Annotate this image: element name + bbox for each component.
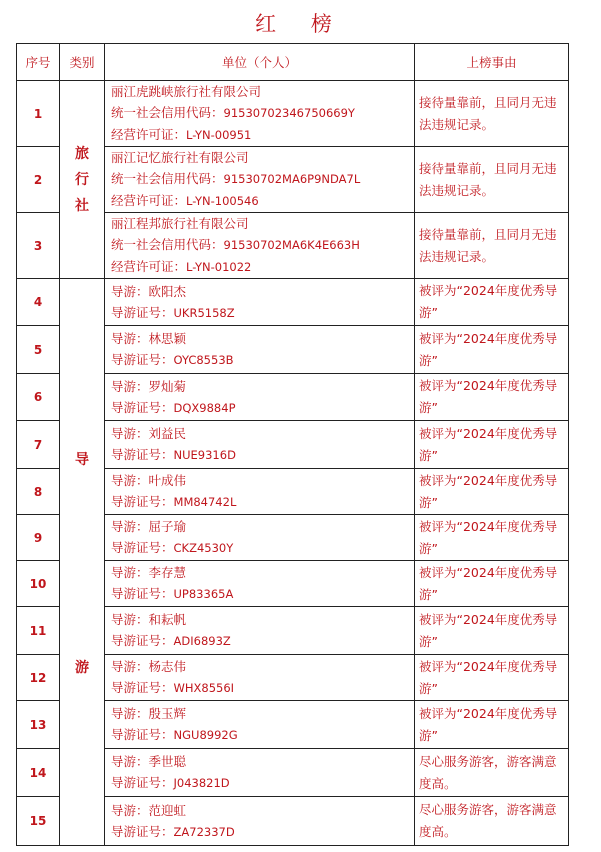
guide-name: 导游：杨志伟 — [111, 659, 187, 674]
guide-id-label: 导游证号： — [111, 823, 174, 839]
row-number: 15 — [17, 797, 60, 846]
guide-id: UKR5158Z — [173, 305, 235, 320]
license-label: 经营许可证： — [111, 259, 187, 274]
guide-id-label: 导游证号： — [111, 352, 174, 367]
credit-code: 91530702346750669Y — [223, 106, 355, 120]
guide-id: UP83365A — [173, 587, 234, 601]
guide-id-label: 导游证号： — [111, 304, 174, 320]
row-number: 6 — [17, 374, 60, 421]
guide-id: WHX8556I — [173, 681, 235, 695]
header-no: 序号 — [17, 44, 60, 81]
unit-cell — [105, 749, 415, 797]
row-number: 14 — [17, 749, 60, 797]
guide-id-label: 导游证号： — [111, 633, 174, 648]
unit-cell — [105, 279, 415, 326]
unit-cell — [105, 701, 415, 749]
guide-id: NGU8992G — [173, 728, 238, 742]
guide-id: DQX9884P — [173, 400, 236, 415]
reason-cell: 被评为“2024年度优秀导游” — [415, 655, 569, 701]
unit-cell — [105, 797, 415, 846]
guide-id-label: 导游证号： — [111, 775, 174, 790]
guide-name: 导游：罗灿菊 — [111, 378, 187, 394]
category-guide — [60, 279, 105, 846]
guide-id-label: 导游证号： — [111, 727, 174, 742]
category-char: 行 — [75, 171, 89, 188]
reason-cell: 被评为“2024年度优秀导游” — [415, 701, 569, 749]
guide-id-label: 导游证号： — [111, 399, 174, 415]
guide-id: NUE9316D — [173, 448, 236, 462]
guide-name: 导游：范迎虹 — [111, 802, 187, 818]
honor-table — [16, 43, 569, 846]
row-number: 2 — [17, 147, 60, 213]
table-row — [17, 81, 569, 147]
reason-cell: 被评为“2024年度优秀导游” — [415, 421, 569, 469]
category-agency — [60, 81, 105, 279]
license-code: L-YN-01022 — [186, 260, 252, 274]
license-code: L-YN-100546 — [186, 194, 259, 208]
row-number: 11 — [17, 607, 60, 655]
reason-cell: 被评为“2024年度优秀导游” — [415, 279, 569, 326]
category-char: 社 — [75, 197, 89, 214]
license-label: 经营许可证： — [111, 127, 187, 142]
unit-cell — [105, 81, 415, 147]
guide-id-label: 导游证号： — [111, 494, 174, 509]
row-number: 3 — [17, 213, 60, 279]
guide-name: 导游：欧阳杰 — [111, 283, 187, 299]
unit-cell — [105, 515, 415, 561]
reason-cell: 被评为“2024年度优秀导游” — [415, 374, 569, 421]
unit-cell — [105, 561, 415, 607]
unit-cell — [105, 147, 415, 213]
guide-id: MM84742L — [173, 495, 237, 509]
reason-cell: 接待量靠前，且同月无违法违规记录。 — [415, 81, 569, 147]
agency-name: 丽江虎跳峡旅行社有限公司 — [111, 84, 262, 99]
header-reason: 上榜事由 — [415, 44, 569, 81]
unit-cell — [105, 655, 415, 701]
unit-cell — [105, 326, 415, 374]
reason-cell: 尽心服务游客，游客满意度高。 — [415, 797, 569, 846]
unit-cell — [105, 421, 415, 469]
reason-cell: 被评为“2024年度优秀导游” — [415, 326, 569, 374]
category-char: 游 — [75, 660, 89, 676]
guide-name: 导游：季世聪 — [111, 754, 187, 769]
unit-cell — [105, 469, 415, 515]
guide-id-label: 导游证号： — [111, 540, 174, 555]
reason-cell: 被评为“2024年度优秀导游” — [415, 469, 569, 515]
row-number: 9 — [17, 515, 60, 561]
guide-name: 导游：林思颖 — [111, 331, 187, 346]
guide-id: ADI6893Z — [173, 634, 231, 648]
credit-label: 统一社会信用代码： — [111, 105, 224, 120]
unit-cell — [105, 607, 415, 655]
row-number: 1 — [17, 81, 60, 147]
credit-code: 91530702MA6K4E663H — [223, 238, 360, 252]
unit-cell — [105, 213, 415, 279]
row-number: 12 — [17, 655, 60, 701]
guide-name: 导游：李存慧 — [111, 565, 187, 580]
guide-name: 导游：殷玉辉 — [111, 706, 187, 721]
guide-name: 导游：刘益民 — [111, 426, 187, 441]
row-number: 8 — [17, 469, 60, 515]
row-number: 7 — [17, 421, 60, 469]
guide-name: 导游：叶成伟 — [111, 473, 187, 488]
reason-cell: 接待量靠前，且同月无违法违规记录。 — [415, 213, 569, 279]
license-label: 经营许可证： — [111, 193, 187, 208]
license-code: L-YN-00951 — [186, 128, 252, 142]
guide-id-label: 导游证号： — [111, 680, 174, 695]
guide-id: J043821D — [173, 776, 230, 790]
row-number: 4 — [17, 279, 60, 326]
reason-cell: 尽心服务游客，游客满意度高。 — [415, 749, 569, 797]
reason-cell: 被评为“2024年度优秀导游” — [415, 515, 569, 561]
row-number: 5 — [17, 326, 60, 374]
page-title: 红 榜 — [255, 12, 346, 36]
agency-name: 丽江记忆旅行社有限公司 — [111, 150, 249, 165]
credit-label: 统一社会信用代码： — [111, 237, 224, 252]
agency-name: 丽江程邦旅行社有限公司 — [111, 216, 249, 231]
guide-id-label: 导游证号： — [111, 447, 174, 462]
credit-label: 统一社会信用代码： — [111, 171, 224, 186]
category-char: 旅 — [75, 145, 89, 162]
guide-name: 导游：屈子瑜 — [111, 519, 187, 534]
header-unit: 单位（个人） — [105, 44, 415, 81]
table-row — [17, 279, 569, 326]
header-category: 类别 — [60, 44, 105, 81]
table-header-row — [17, 44, 569, 81]
guide-id: CKZ4530Y — [173, 541, 234, 555]
credit-code: 91530702MA6P9NDA7L — [223, 172, 361, 186]
reason-cell: 被评为“2024年度优秀导游” — [415, 561, 569, 607]
guide-id: OYC8553B — [173, 353, 234, 367]
guide-id-label: 导游证号： — [111, 586, 174, 601]
guide-id: ZA72337D — [173, 824, 235, 839]
reason-cell: 接待量靠前，且同月无违法违规记录。 — [415, 147, 569, 213]
row-number: 10 — [17, 561, 60, 607]
guide-name: 导游：和耘帆 — [111, 612, 187, 627]
unit-cell — [105, 374, 415, 421]
row-number: 13 — [17, 701, 60, 749]
category-char: 导 — [75, 452, 89, 468]
reason-cell: 被评为“2024年度优秀导游” — [415, 607, 569, 655]
